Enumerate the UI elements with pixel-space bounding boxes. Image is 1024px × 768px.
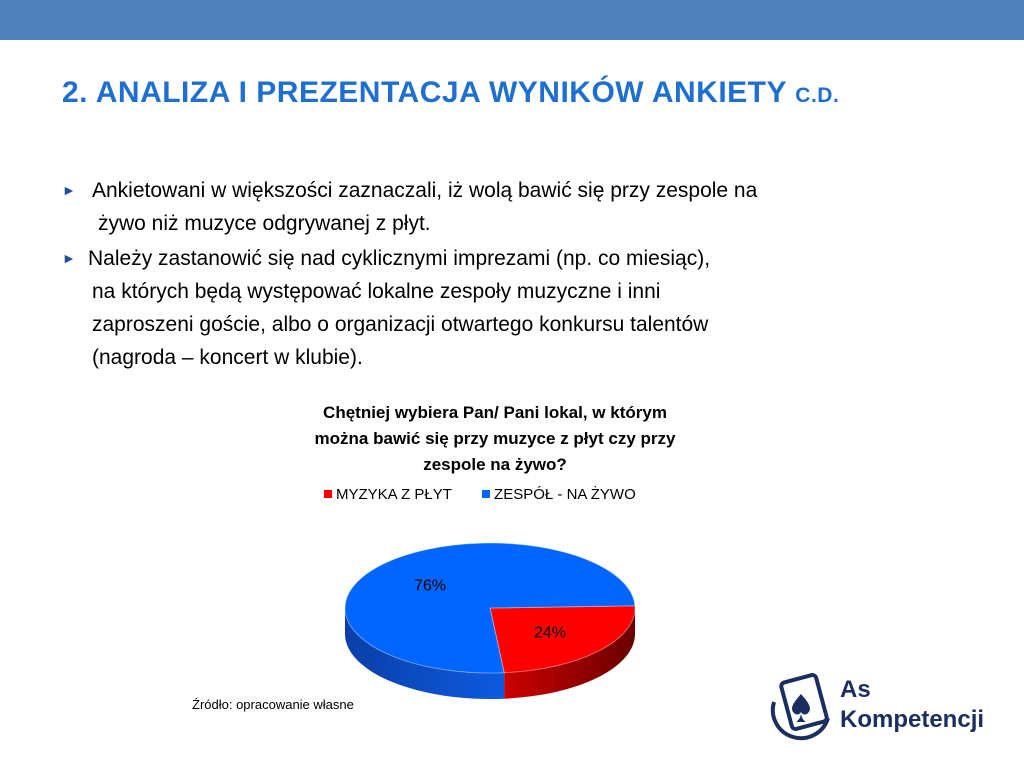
- bullet-arrow-icon: ►: [62, 250, 76, 266]
- chart-title: [270, 400, 720, 478]
- legend-swatch-blue: [482, 490, 490, 498]
- bullet-1-line-2: żywo niż muzyce odgrywanej z płyt.: [98, 212, 431, 235]
- bullet-2-line-1: Należy zastanowić się nad cyklicznymi imprezami (np. co miesiąc),: [88, 247, 711, 270]
- bullet-item-2: [62, 242, 982, 374]
- bullet-2-line-2: na których będą występować lokalne zespoły muzyczne i inni: [92, 280, 661, 303]
- pie-data-label-1: 76%: [413, 577, 447, 595]
- header-bar: [0, 0, 1024, 40]
- bullet-item-1: [62, 174, 982, 240]
- spade-card-icon: [770, 672, 832, 742]
- slide-title: [62, 76, 839, 110]
- bullet-2-line-4: (nagroda – koncert w klubie).: [92, 346, 363, 369]
- pie-data-label-0: 24%: [533, 624, 567, 642]
- legend-item-zywo: [482, 486, 636, 503]
- legend-label-zywo: ZESPÓŁ - NA ŻYWO: [494, 485, 636, 503]
- bullet-1-line-1: Ankietowani w większości zaznaczali, iż wolą bawić się przy zespole na: [92, 179, 758, 202]
- legend-label-plyt: MYZYKA Z PŁYT: [336, 485, 452, 503]
- company-logo: [770, 672, 1000, 752]
- title-main: 2. ANALIZA I PREZENTACJA WYNIKÓW ANKIETY: [62, 76, 796, 109]
- logo-text-line-1: As: [840, 676, 871, 703]
- logo-text-line-2: Kompetencji: [840, 706, 985, 733]
- bullet-arrow-icon: ►: [62, 182, 76, 198]
- bullet-list: [62, 174, 982, 374]
- chart-title-line-2: można bawić się przy muzyce z płyt czy przy: [314, 429, 676, 448]
- legend-item-plyt: [324, 486, 452, 503]
- title-suffix: C.D.: [795, 84, 840, 107]
- chart-title-line-3: zespole na żywo?: [423, 455, 567, 474]
- source-note: Źródło: opracowanie własne: [192, 697, 354, 712]
- chart-title-line-1: Chętniej wybiera Pan/ Pani lokal, w którym: [323, 403, 667, 422]
- legend-swatch-red: [324, 490, 332, 498]
- chart-legend: [324, 485, 662, 503]
- pie-chart: [330, 520, 660, 710]
- bullet-2-line-3: zaproszeni goście, albo o organizacji otwartego konkursu talentów: [92, 313, 709, 336]
